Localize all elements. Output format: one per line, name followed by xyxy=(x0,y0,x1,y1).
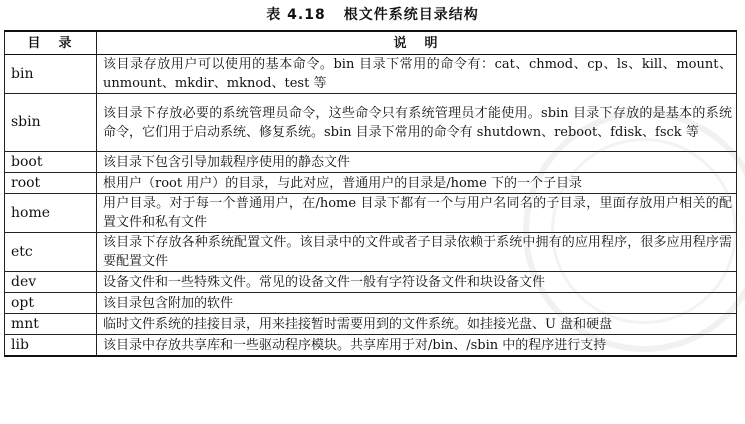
table-row xyxy=(5,194,737,233)
table-title: 根文件系统目录结构 xyxy=(343,7,479,23)
directory-description: 该目录中存放共享库和一些驱动程序模块。共享库用于对/bin、/sbin 中的程序进行支持 xyxy=(97,335,737,357)
header-directory: 目录 xyxy=(5,31,97,55)
table-row xyxy=(5,94,737,152)
directory-name: sbin xyxy=(5,94,97,152)
directory-name: lib xyxy=(5,335,97,357)
table-row xyxy=(5,314,737,335)
table-row xyxy=(5,173,737,194)
table-number: 表 4.18 xyxy=(266,7,326,23)
table-header-row xyxy=(5,31,737,55)
table-row xyxy=(5,293,737,314)
table-row xyxy=(5,272,737,293)
directory-description: 该目录下存放必要的系统管理员命令，这些命令只有系统管理员才能使用。sbin 目录下存放的是基本的系统命令，它们用于启动系统、修复系统。sbin 目录下常用的命令有 shutdown、reboot、fdisk、fsck 等 xyxy=(97,94,737,152)
table-caption xyxy=(0,4,745,24)
table-row xyxy=(5,152,737,173)
directory-description: 该目录下存放各种系统配置文件。该目录中的文件或者子目录依赖于系统中拥有的应用程序，很多应用程序需要配置文件 xyxy=(97,233,737,272)
table-row xyxy=(5,233,737,272)
directory-table xyxy=(4,30,737,357)
directory-name: dev xyxy=(5,272,97,293)
directory-description: 设备文件和一些特殊文件。常见的设备文件一般有字符设备文件和块设备文件 xyxy=(97,272,737,293)
directory-description: 该目录下包含引导加载程序使用的静态文件 xyxy=(97,152,737,173)
directory-description: 根用户（root 用户）的目录，与此对应，普通用户的目录是/home 下的一个子目录 xyxy=(97,173,737,194)
table-row xyxy=(5,55,737,94)
directory-description: 用户目录。对于每一个普通用户，在/home 目录下都有一个与用户名同名的子目录，里面存放用户相关的配置文件和私有文件 xyxy=(97,194,737,233)
directory-name: mnt xyxy=(5,314,97,335)
directory-description: 临时文件系统的挂接目录，用来挂接暂时需要用到的文件系统。如挂接光盘、U 盘和硬盘 xyxy=(97,314,737,335)
directory-name: opt xyxy=(5,293,97,314)
directory-name: root xyxy=(5,173,97,194)
header-description: 说明 xyxy=(97,31,737,55)
directory-description: 该目录包含附加的软件 xyxy=(97,293,737,314)
directory-name: etc xyxy=(5,233,97,272)
table-row xyxy=(5,335,737,357)
directory-name: bin xyxy=(5,55,97,94)
directory-name: home xyxy=(5,194,97,233)
directory-description: 该目录存放用户可以使用的基本命令。bin 目录下常用的命令有：cat、chmod、cp、ls、kill、mount、unmount、mkdir、mknod、test 等 xyxy=(97,55,737,94)
directory-name: boot xyxy=(5,152,97,173)
